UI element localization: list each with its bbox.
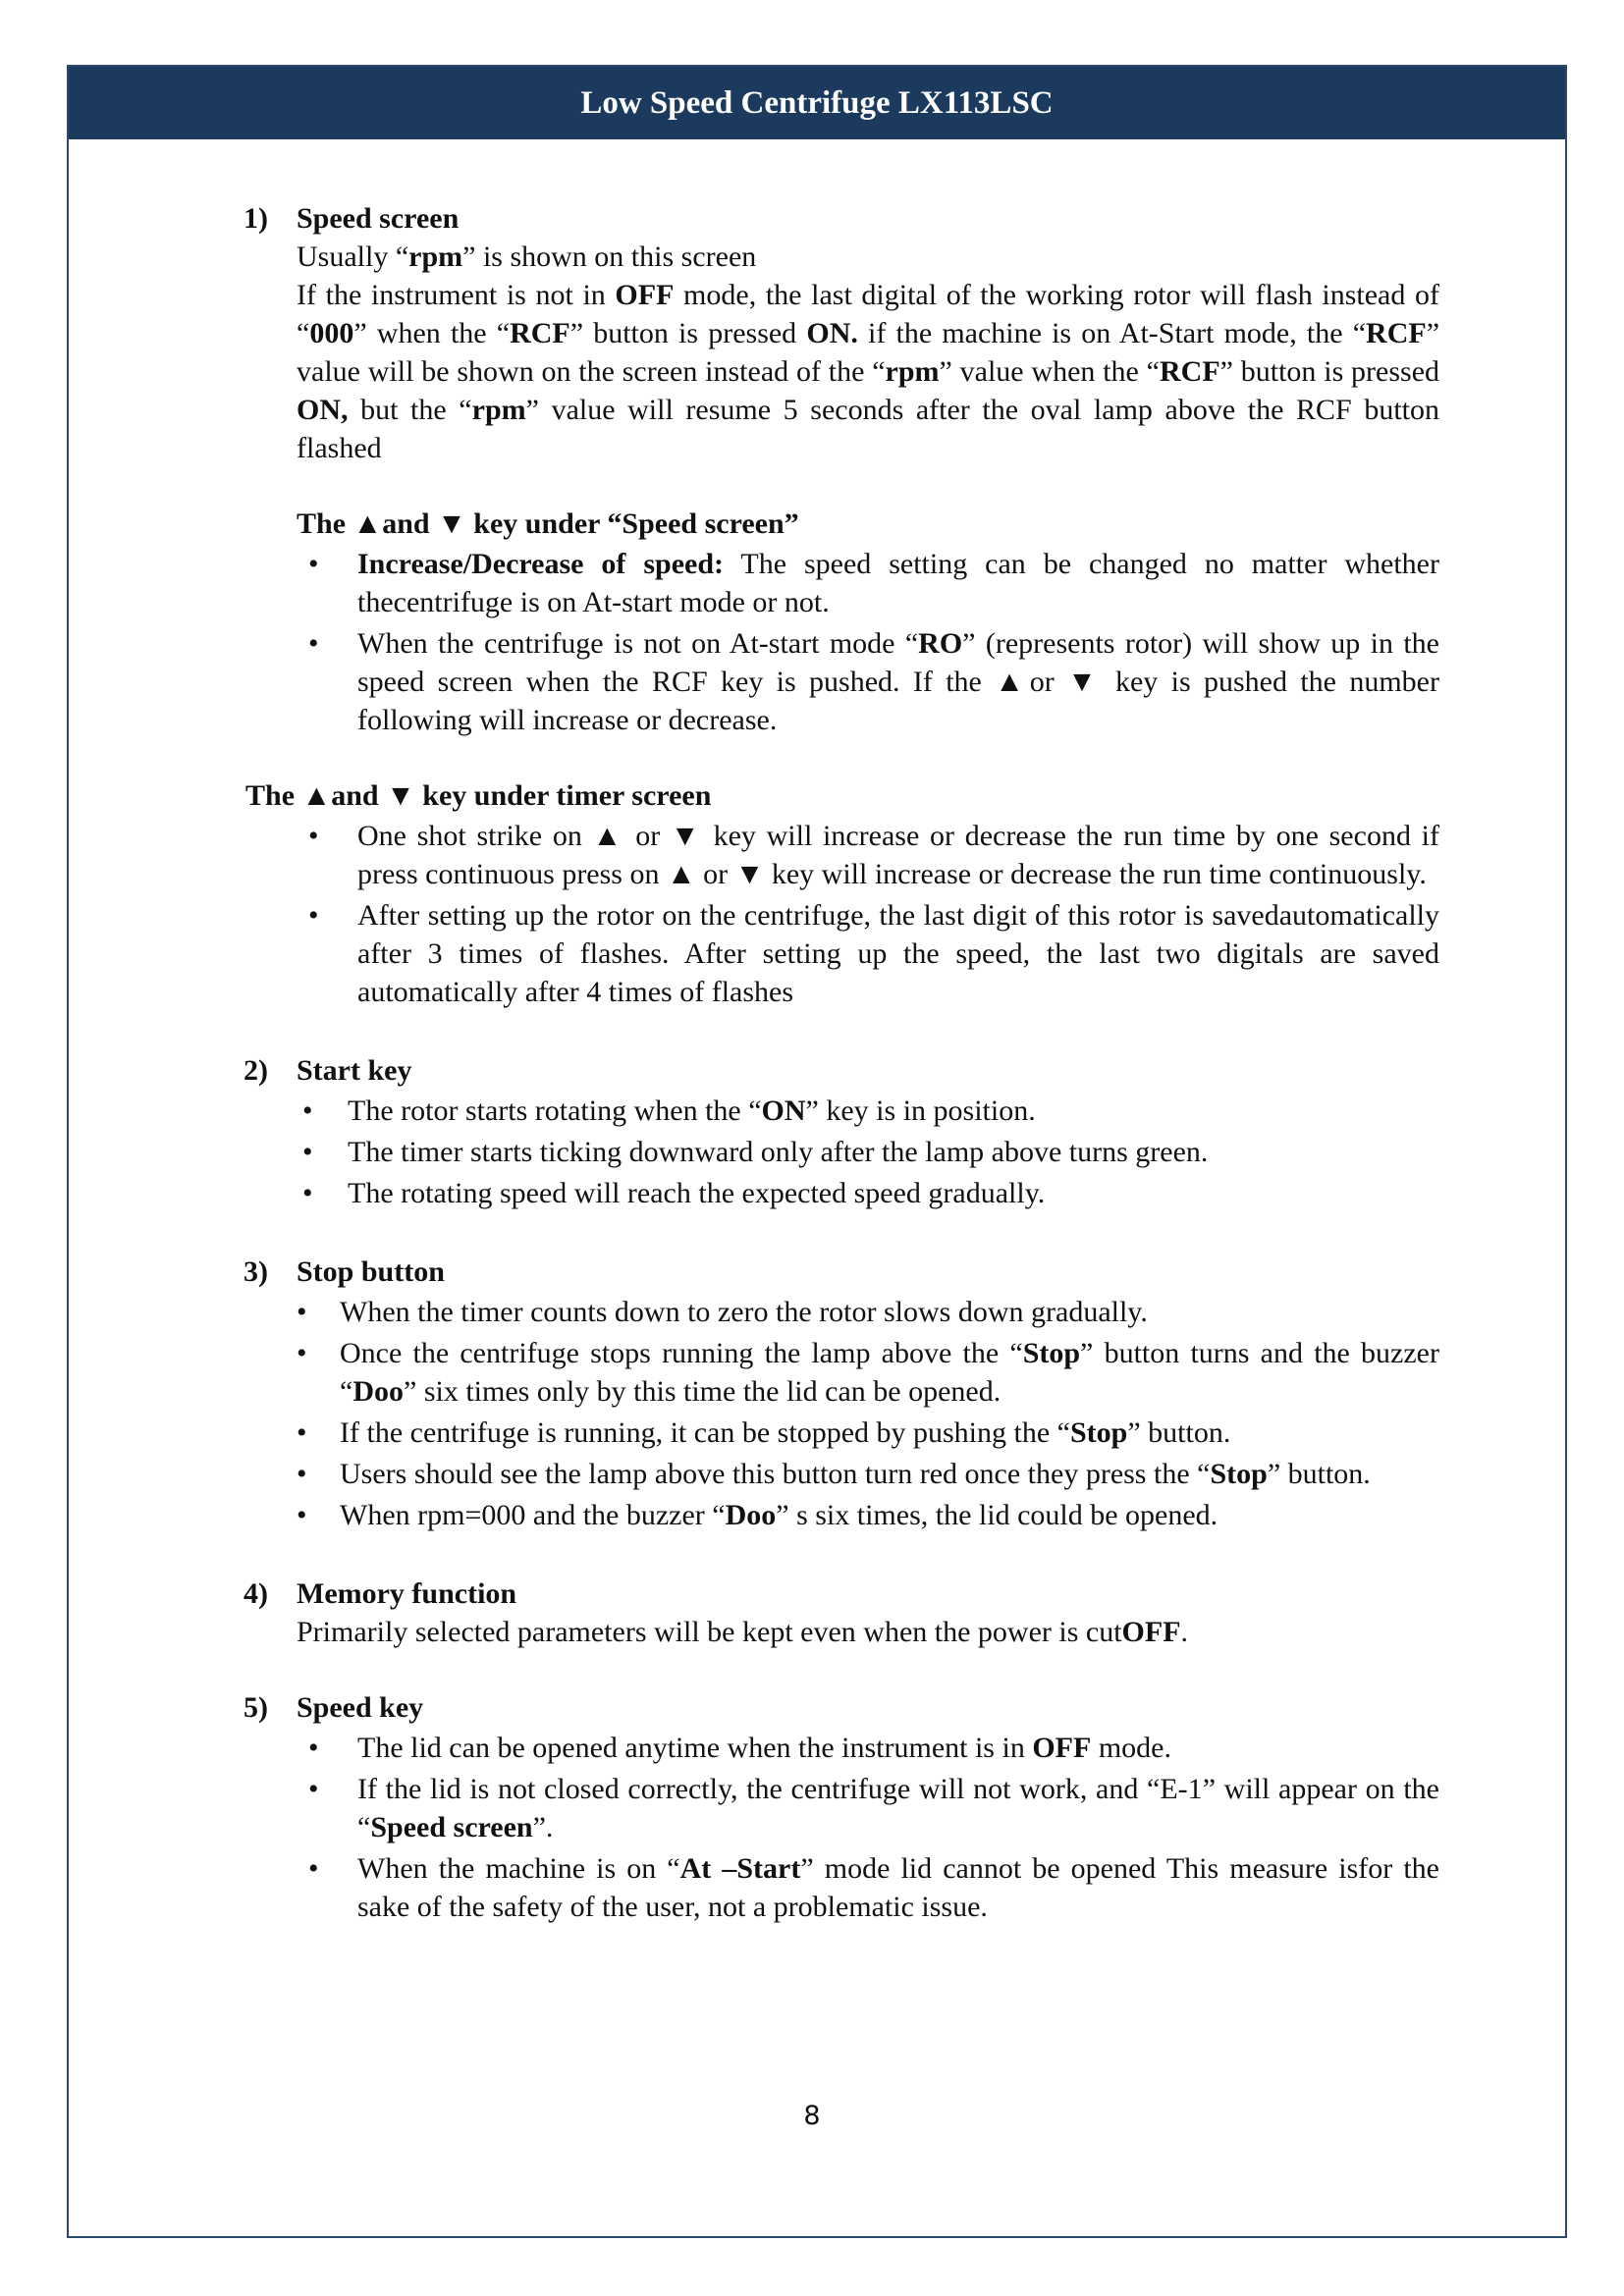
bullet-list	[232, 545, 1439, 739]
section-title: Stop button	[297, 1255, 445, 1288]
bullet-list	[232, 1092, 1439, 1212]
section-text: Primarily selected parameters will be kept even when the power is cutOFF.	[297, 1616, 1189, 1648]
list-item: • Users should see the lamp above this button turn red once they press the “Stop” button.	[297, 1458, 1371, 1490]
bullet-list	[232, 817, 1439, 1011]
list-item: • When the machine is on “At –Start” mode lid cannot be opened This measure isfor the sake of the safety of the user, not a problematic issue.	[308, 1852, 1439, 1923]
section-start-key	[232, 1051, 1439, 1212]
list-item: • The rotating speed will reach the expected speed gradually.	[302, 1177, 1046, 1209]
section-memory-function	[232, 1575, 1439, 1651]
section-stop-button	[232, 1253, 1439, 1534]
list-item: • The lid can be opened anytime when the instrument is in OFF mode.	[308, 1732, 1171, 1764]
list-item: • The rotor starts rotating when the “ON” key is in position.	[302, 1095, 1036, 1127]
bullet-list	[232, 1729, 1439, 1926]
section-number: 3)	[244, 1255, 268, 1288]
bullet-list	[232, 1293, 1439, 1534]
list-item: • If the lid is not closed correctly, the centrifuge will not work, and “E-1” will appear on the “Speed screen”.	[308, 1773, 1439, 1843]
section-title: Start key	[297, 1054, 412, 1087]
section-title: Speed key	[297, 1691, 424, 1724]
paragraph: Usually “rpm” is shown on this screen	[297, 240, 757, 273]
page-number: 8	[803, 2101, 821, 2131]
list-item: • When the centrifuge is not on At-start mode “RO” (represents rotor) will show up in the speed screen when the RCF key is pushed. If the ▲or ▼ key is pushed the number following will increase or decrease.	[308, 627, 1440, 736]
section-number: 2)	[244, 1054, 268, 1087]
section-number: 5)	[244, 1691, 268, 1724]
subsection-title: The ▲and ▼ key under timer screen	[245, 779, 712, 812]
section-text	[232, 238, 1439, 543]
list-item: • One shot strike on ▲ or ▼ key will increase or decrease the run time by one second if press continuous press on ▲ or ▼ key will increase or decrease the run time continuously.	[308, 820, 1439, 890]
subsection-title: The ▲and ▼ key under “Speed screen”	[297, 507, 799, 540]
list-item: • Once the centrifuge stops running the lamp above the “Stop” button turns and the buzzer “Doo” six times only by this time the lid can be opened.	[297, 1337, 1439, 1408]
paragraph: If the instrument is not in OFF mode, the last digital of the working rotor will flash instead of “000” when the “RCF” button is pressed ON. if the machine is on At-Start mode, the “RCF” value will be shown on the screen instead of the “rpm” value when the “RCF” button is pressed ON, but the “rpm” value will resume 5 seconds after the oval lamp above the RCF button flashed	[297, 279, 1440, 464]
document-body	[232, 199, 1439, 1929]
section-title: Memory function	[297, 1577, 517, 1610]
section-number: 1)	[244, 202, 268, 235]
list-item: • After setting up the rotor on the centrifuge, the last digit of this rotor is savedautomatically after 3 times of flashes. After setting up the speed, the last two digitals are saved automatically after 4 times of flashes	[308, 899, 1439, 1008]
list-item: • When the timer counts down to zero the rotor slows down gradually.	[297, 1296, 1148, 1328]
section-number: 4)	[244, 1577, 268, 1610]
list-item: • The timer starts ticking downward only after the lamp above turns green.	[302, 1136, 1209, 1168]
list-item: • If the centrifuge is running, it can be stopped by pushing the “Stop” button.	[297, 1416, 1231, 1449]
list-item: • Increase/Decrease of speed: The speed setting can be changed no matter whether thecentrifuge is on At-start mode or not.	[308, 548, 1439, 618]
section-speed-screen	[232, 199, 1439, 1011]
section-title: Speed screen	[297, 202, 460, 235]
list-item: • When rpm=000 and the buzzer “Doo” s six times, the lid could be opened.	[297, 1499, 1218, 1531]
page-header: Low Speed Centrifuge LX113LSC	[69, 67, 1565, 139]
section-speed-key	[232, 1688, 1439, 1926]
